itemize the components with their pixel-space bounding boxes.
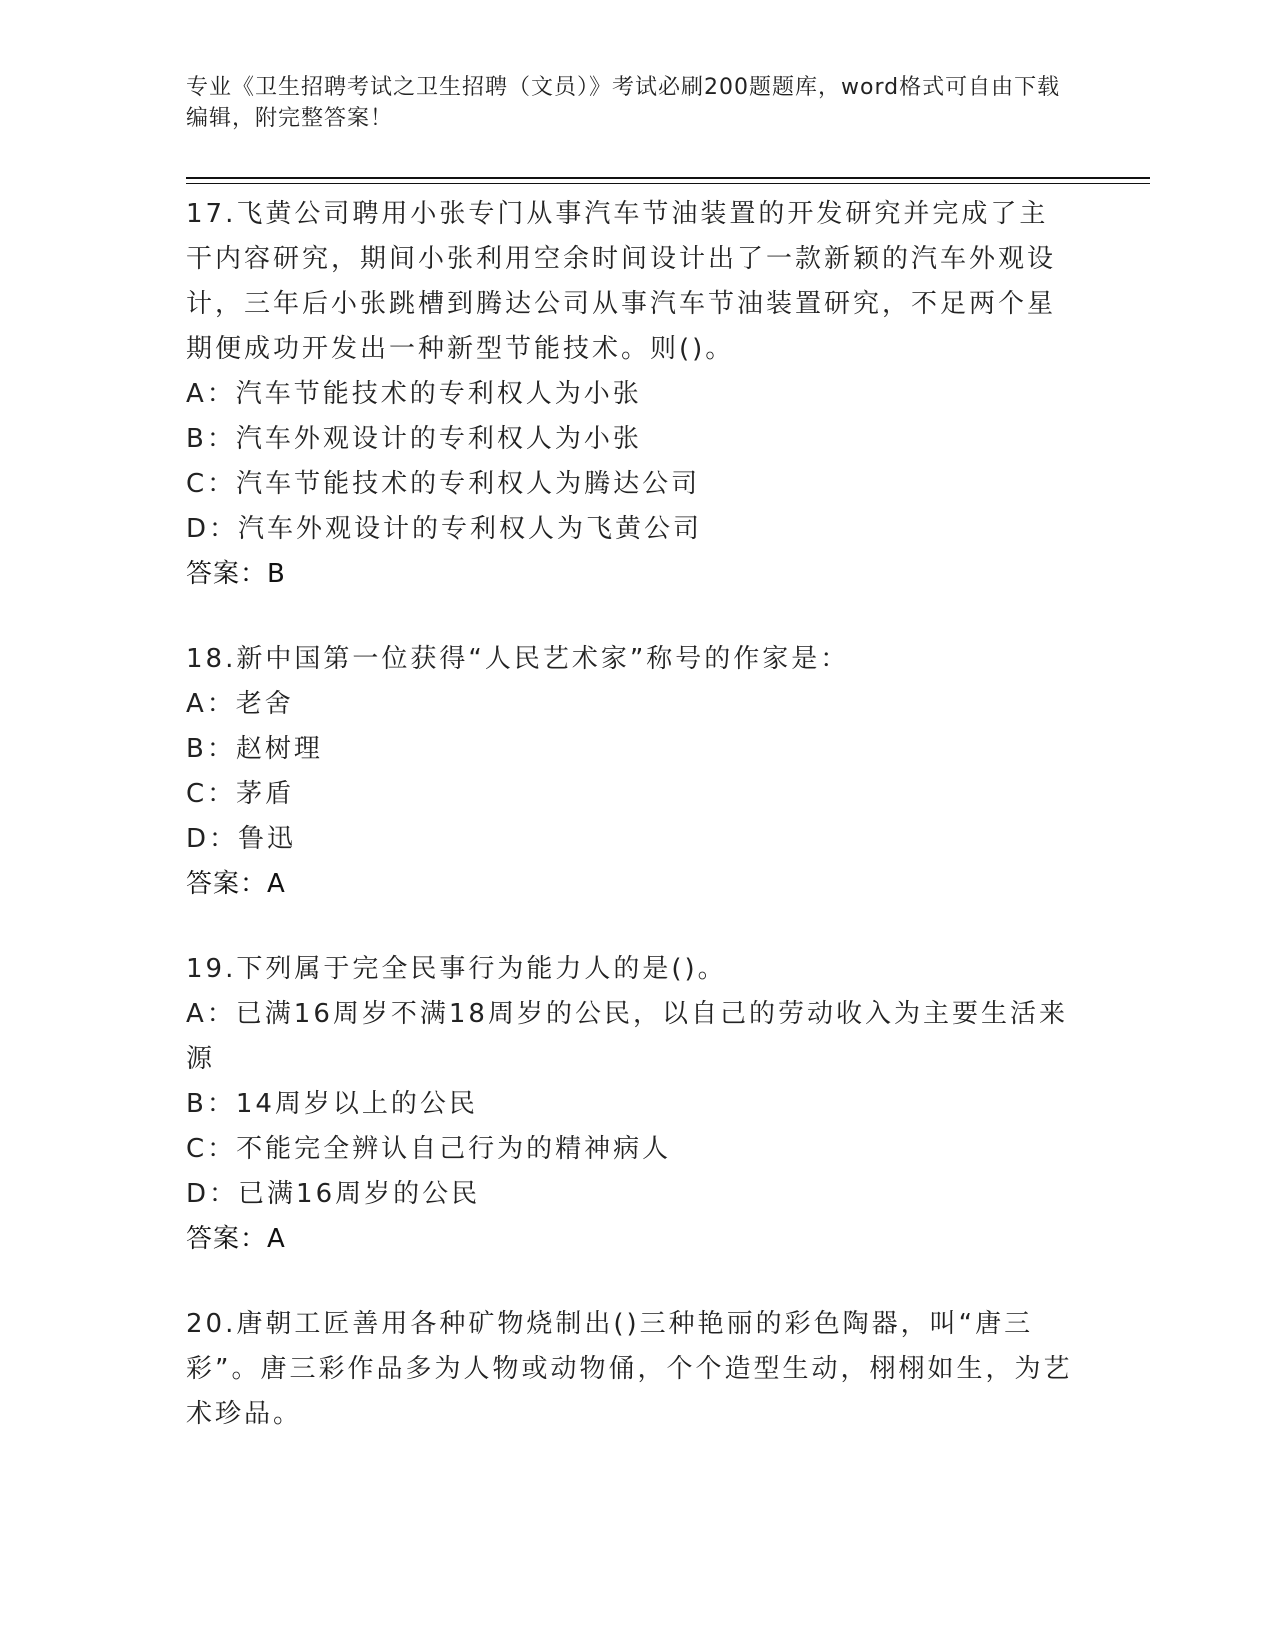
- answer: 答案：A: [186, 869, 286, 899]
- question-stem: 17.飞黄公司聘用小张专门从事汽车节油装置的开发研究并完成了主干内容研究，期间小张利用空余时间设计出了一款新颖的汽车外观设计，三年后小张跳槽到腾达公司从事汽车节油装置研究，不足两个星期便成功开发出一种新型节能技术。则()。: [186, 199, 1057, 364]
- question-stem: 19.下列属于完全民事行为能力人的是()。: [186, 954, 727, 984]
- answer: 答案：B: [186, 559, 286, 589]
- option-b: B：赵树理: [186, 734, 323, 764]
- option-c: C：不能完全辨认自己行为的精神病人: [186, 1134, 672, 1164]
- option-a: A：老舍: [186, 689, 294, 719]
- header-rule-thin: [186, 183, 1150, 184]
- answer: 答案：A: [186, 1224, 286, 1254]
- option-d: D：汽车外观设计的专利权人为飞黄公司: [186, 514, 703, 544]
- option-c: C：汽车节能技术的专利权人为腾达公司: [186, 469, 701, 499]
- question-list: [186, 192, 1076, 1477]
- header-text: 专业《卫生招聘考试之卫生招聘（文员）》考试必刷200题题库，word格式可自由下载编辑，附完整答案！: [186, 75, 1061, 131]
- question-stem: 20.唐朝工匠善用各种矿物烧制出()三种艳丽的彩色陶器，叫“唐三彩”。唐三彩作品多为人物或动物俑，个个造型生动，栩栩如生，为艺术珍品。: [186, 1309, 1073, 1429]
- option-d: D：已满16周岁的公民: [186, 1179, 481, 1209]
- option-a: A：已满16周岁不满18周岁的公民，以自己的劳动收入为主要生活来源: [186, 999, 1068, 1074]
- header-rule-thick: [186, 177, 1150, 179]
- question-17: [186, 192, 1076, 597]
- option-a: A：汽车节能技术的专利权人为小张: [186, 379, 642, 409]
- option-c: C：茅盾: [186, 779, 295, 809]
- option-d: D：鲁迅: [186, 824, 297, 854]
- question-20: [186, 1302, 1076, 1437]
- question-stem: 18.新中国第一位获得“人民艺术家”称号的作家是：: [186, 644, 850, 674]
- question-18: [186, 637, 1076, 907]
- question-19: [186, 947, 1076, 1262]
- option-b: B：14周岁以上的公民: [186, 1089, 478, 1119]
- option-b: B：汽车外观设计的专利权人为小张: [186, 424, 642, 454]
